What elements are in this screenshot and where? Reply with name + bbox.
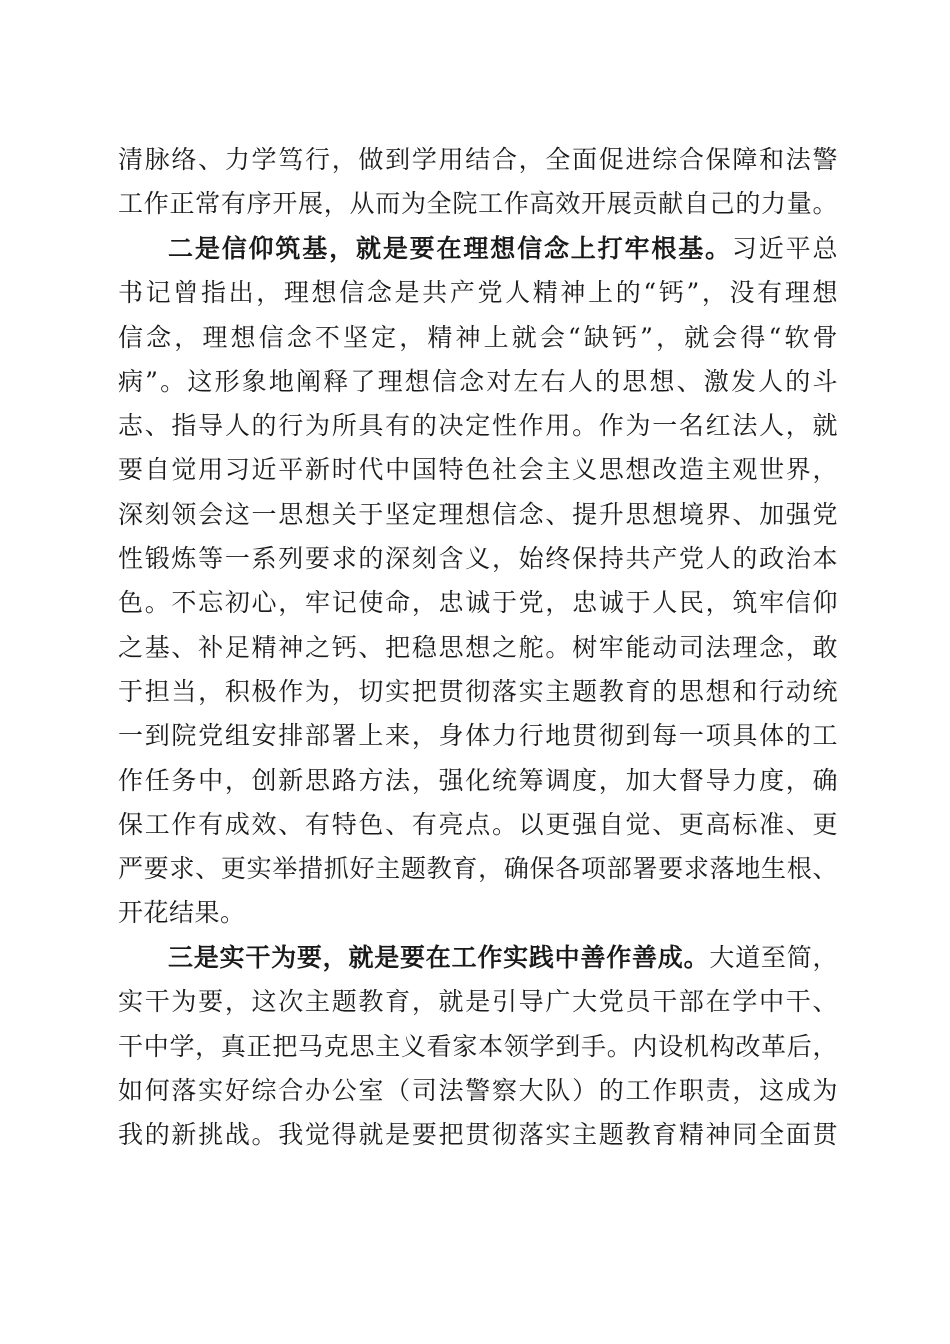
paragraph-2-line-15: 严要求、更实举措抓好主题教育，确保各项部署要求落地生根、 [118, 854, 838, 884]
paragraph-2-line-6: 要自觉用习近平新时代中国特色社会主义思想改造主观世界， [118, 455, 838, 485]
paragraph-1 [118, 138, 838, 227]
paragraph-3-line-4: 如何落实好综合办公室（司法警察大队）的工作职责，这成为 [118, 1075, 838, 1105]
paragraph-2-line-2: 书记曾指出，理想信念是共产党人精神上的“钙”，没有理想 [118, 278, 838, 308]
paragraph-3-line-1-rest: 大道至简， [709, 943, 838, 972]
paragraph-2 [118, 227, 838, 936]
paragraph-2-line-1 [118, 227, 838, 271]
paragraph-2-line-7: 深刻领会这一思想关于坚定理想信念、提升思想境界、加强党 [118, 499, 838, 529]
paragraph-2-line-16: 开花结果。 [118, 898, 246, 928]
paragraph-1-line-1: 清脉络、力学笃行，做到学用结合，全面促进综合保障和法警 [118, 145, 838, 174]
paragraph-1-line-2: 工作正常有序开展，从而为全院工作高效开展贡献自己的力量。 [118, 189, 838, 219]
paragraph-2-lead: 二是信仰筑基，就是要在理想信念上打牢根基。 [168, 234, 732, 263]
paragraph-2-line-12: 一到院党组安排部署上来，身体力行地贯彻到每一项具体的工 [118, 721, 838, 751]
paragraph-2-line-4: 病”。这形象地阐释了理想信念对左右人的思想、激发人的斗 [118, 366, 838, 396]
paragraph-3-line-1 [118, 936, 838, 980]
paragraph-2-line-9: 色。不忘初心，牢记使命，忠诚于党，忠诚于人民，筑牢信仰 [118, 588, 838, 618]
paragraph-2-line-14: 保工作有成效、有特色、有亮点。以更强自觉、更高标准、更 [118, 809, 838, 839]
paragraph-3-line-5: 我的新挑战。我觉得就是要把贯彻落实主题教育精神同全面贯 [118, 1120, 838, 1150]
paragraph-3 [118, 936, 838, 1157]
paragraph-3-lead: 三是实干为要，就是要在工作实践中善作善成。 [168, 943, 710, 972]
paragraph-2-line-5: 志、指导人的行为所具有的决定性作用。作为一名红法人，就 [118, 411, 838, 441]
paragraph-2-line-3: 信念，理想信念不坚定，精神上就会“缺钙”，就会得“软骨 [118, 322, 838, 352]
paragraph-2-line-8: 性锻炼等一系列要求的深刻含义，始终保持共产党人的政治本 [118, 544, 838, 574]
paragraph-2-line-1-rest: 习近平总 [731, 234, 838, 263]
paragraph-3-line-2: 实干为要，这次主题教育，就是引导广大党员干部在学中干、 [118, 987, 838, 1017]
paragraph-2-line-11: 于担当，积极作为，切实把贯彻落实主题教育的思想和行动统 [118, 676, 838, 706]
paragraph-2-line-10: 之基、补足精神之钙、把稳思想之舵。树牢能动司法理念，敢 [118, 632, 838, 662]
paragraph-2-line-13: 作任务中，创新思路方法，强化统筹调度，加大督导力度，确 [118, 765, 838, 795]
paragraph-3-line-3: 干中学，真正把马克思主义看家本领学到手。内设机构改革后， [118, 1031, 838, 1061]
